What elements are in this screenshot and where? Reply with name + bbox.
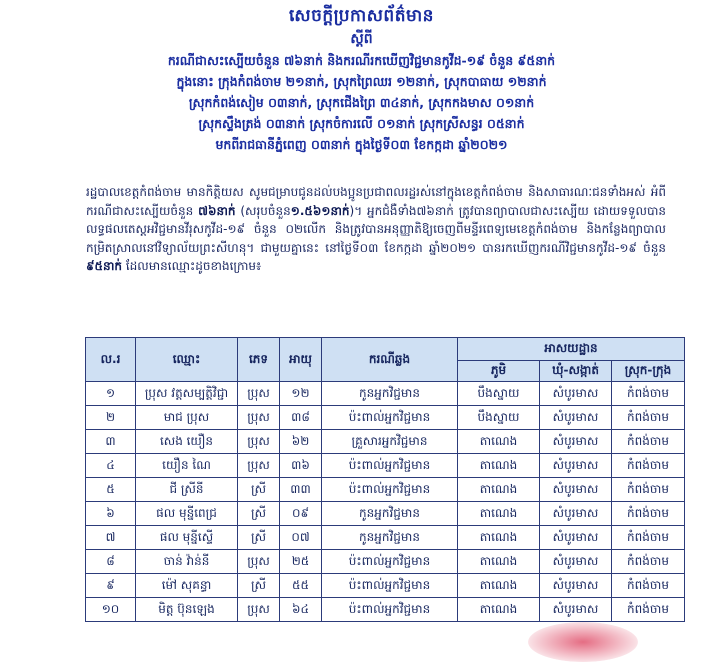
cell-age: ៣៦ [280, 454, 322, 478]
cell-case: កូនអ្នកវិជ្ជមាន [322, 526, 458, 550]
cases-table-body [86, 382, 685, 622]
cell-age: ៦២ [280, 430, 322, 454]
official-stamp [528, 622, 638, 662]
cell-commune: សំបូរមាស [540, 550, 612, 574]
paragraph-text: (សរុបចំនួន [235, 203, 291, 218]
cell-village: បឹងស្នាយ [458, 406, 540, 430]
cell-district: កំពង់ចាម [612, 406, 685, 430]
cell-no: ៧ [86, 526, 136, 550]
cell-sex: ប្រុស [238, 598, 280, 622]
cell-commune: សំបូរមាស [540, 526, 612, 550]
header-age: អាយុ [280, 338, 322, 382]
cell-no: ៥ [86, 478, 136, 502]
table-row [86, 550, 685, 574]
heading-line: ក្នុងនោះ ក្រុងកំពង់ចាម ២១នាក់, ស្រុកព្រៃឈរ ១២នាក់, ស្រុកបាធាយ ១២នាក់ [176, 74, 547, 89]
cell-commune: សំបូរមាស [540, 598, 612, 622]
paragraph-text: ដែលមានឈ្មោះដូចខាងក្រោម៖ [122, 259, 262, 273]
cell-commune: សំបូរមាស [540, 478, 612, 502]
cell-name: មិត្ត ប៊ុនឡេង [136, 598, 238, 622]
header-case: ករណីឆ្លង [322, 338, 458, 382]
cell-no: ៣ [86, 430, 136, 454]
header-commune: ឃុំ-សង្កាត់ [540, 361, 612, 382]
cell-district: កំពង់ចាម [612, 526, 685, 550]
cell-age: ៣៣ [280, 478, 322, 502]
cell-sex: ស្រី [238, 478, 280, 502]
cell-district: កំពង់ចាម [612, 382, 685, 406]
cell-name: សេង យឿន [136, 430, 238, 454]
cell-no: ៩ [86, 574, 136, 598]
paragraph-text: រដ្ឋបាលខេត្តកំពង់ចាម មានកិត្តិយស សូមជម្រាបជូនដល់បងប្អូនប្រជាពលរដ្ឋរស់នៅក្នុងខេត្តកំពង់ចាម និងសាធារណៈជនទាំងអស់ អំពីករណីជាសះស្បើយចំនួន [86, 185, 666, 218]
cell-sex: ស្រី [238, 526, 280, 550]
cell-sex: ស្រី [238, 502, 280, 526]
cell-name: ផល មុន្នីពេជ្រ [136, 502, 238, 526]
cell-village: បឹងស្នាយ [458, 382, 540, 406]
cell-sex: ប្រុស [238, 382, 280, 406]
table-row [86, 454, 685, 478]
table-row [86, 502, 685, 526]
positive-count: ៩៥នាក់ [86, 259, 123, 273]
document-title: សេចក្តីប្រកាសព័ត៌មាន [289, 6, 434, 26]
header-address: អាសយដ្ឋាន [458, 338, 685, 361]
cases-table [85, 337, 685, 622]
recovered-count: ៧៦នាក់ [198, 203, 236, 218]
cell-name: មាជ ប្រុស [136, 406, 238, 430]
cell-name: ម៉ៅ សុគន្ធា [136, 574, 238, 598]
header-sex: ភេទ [238, 338, 280, 382]
cell-no: ៨ [86, 550, 136, 574]
header-name: ឈ្មោះ [136, 338, 238, 382]
recovered-total: ១.៥៦១នាក់ [290, 203, 350, 218]
cell-age: ០៧ [280, 526, 322, 550]
table-row [86, 382, 685, 406]
cell-village: តាណេង [458, 430, 540, 454]
table-row [86, 478, 685, 502]
cell-commune: សំបូរមាស [540, 574, 612, 598]
header-district: ស្រុក-ក្រុង [612, 361, 685, 382]
cell-no: ១ [86, 382, 136, 406]
cell-age: ៣៨ [280, 406, 322, 430]
cell-case: ប៉ះពាល់អ្នកវិជ្ជមាន [322, 598, 458, 622]
cell-age: ៦៤ [280, 598, 322, 622]
table-row [86, 526, 685, 550]
cell-district: កំពង់ចាម [612, 550, 685, 574]
heading-line: មកពីរាជធានីភ្នំពេញ ០៣នាក់ ក្នុងថ្ងៃទី០៣ ខែកក្កដា ឆ្នាំ២០២១ [215, 137, 508, 152]
cell-age: ៥៥ [280, 574, 322, 598]
header-village: ភូមិ [458, 361, 540, 382]
cell-sex: ស្រី [238, 574, 280, 598]
cell-case: កូនអ្នកវិជ្ជមាន [322, 502, 458, 526]
cell-village: តាណេង [458, 550, 540, 574]
table-row [86, 430, 685, 454]
cell-district: កំពង់ចាម [612, 598, 685, 622]
cell-village: តាណេង [458, 574, 540, 598]
cell-commune: សំបូរមាស [540, 430, 612, 454]
cell-name: យឿន ណៃ [136, 454, 238, 478]
cell-sex: ប្រុស [238, 454, 280, 478]
cell-case: កូនអ្នកវិជ្ជមាន [322, 382, 458, 406]
cell-district: កំពង់ចាម [612, 574, 685, 598]
cell-village: តាណេង [458, 502, 540, 526]
cell-case: ប៉ះពាល់អ្នកវិជ្ជមាន [322, 454, 458, 478]
cell-commune: សំបូរមាស [540, 454, 612, 478]
cell-village: តាណេង [458, 598, 540, 622]
cell-no: ៤ [86, 454, 136, 478]
cell-case: ប៉ះពាល់អ្នកវិជ្ជមាន [322, 550, 458, 574]
cell-district: កំពង់ចាម [612, 454, 685, 478]
cell-case: គ្រួសារអ្នកវិជ្ជមាន [322, 430, 458, 454]
cell-village: តាណេង [458, 526, 540, 550]
paragraph-text: )។ អ្នកជំងឺទាំង៧៦នាក់ ត្រូវបានព្យាបាលជាសះស្បើយ ដោយទទួលបានលទ្ធផលតេស្តអវិជ្ជមានវីរុសកូវីដ-១៩ ចំនួន ០២លើក និងត្រូវបានអនុញ្ញាតិឱ្យចេញពីមន្ទីរពេទ្យមេខេត្តកំពង់ចាម និងកន្លែងព្យាបាលកម្រិតស្រាលនៅវិទ្យាល័យព្រះសីហនុ។ ជាមួយគ្នានេះ នៅថ្ងៃទី០៣ ខែកក្កដា ឆ្នាំ២០២១ បានរកឃើញករណីវិជ្ជមានកូវីដ-១៩ ចំនួន [86, 203, 666, 255]
cell-no: ៦ [86, 502, 136, 526]
cell-village: តាណេង [458, 478, 540, 502]
document-subtitle: ស្តីពី [350, 31, 373, 47]
header-no: ល.រ [86, 338, 136, 382]
cell-commune: សំបូរមាស [540, 502, 612, 526]
document-heading [0, 6, 723, 155]
heading-line: ស្រុកកំពង់សៀម ០៣នាក់, ស្រុកជើងព្រៃ ៣៤នាក់, ស្រុកកងមាស ០១នាក់ [188, 95, 535, 110]
cell-no: ១០ [86, 598, 136, 622]
cell-age: ០៩ [280, 502, 322, 526]
cell-case: ប៉ះពាល់អ្នកវិជ្ជមាន [322, 406, 458, 430]
cell-commune: សំបូរមាស [540, 382, 612, 406]
cell-district: កំពង់ចាម [612, 502, 685, 526]
cell-name: ផល មុន្នីស្ទើ [136, 526, 238, 550]
cell-no: ២ [86, 406, 136, 430]
cell-village: តាណេង [458, 454, 540, 478]
heading-line: ករណីជាសះស្បើយចំនួន ៧៦នាក់ និងករណីរកឃើញវិជ្ជមានកូវីដ-១៩ ចំនួន ៩៥នាក់ [167, 53, 556, 68]
cell-sex: ប្រុស [238, 430, 280, 454]
cell-name: ចាន់ វ៉ាន់នី [136, 550, 238, 574]
cell-district: កំពង់ចាម [612, 478, 685, 502]
cell-age: ២៥ [280, 550, 322, 574]
cell-sex: ប្រុស [238, 406, 280, 430]
table-row [86, 406, 685, 430]
announcement-paragraph [86, 183, 666, 276]
table-row [86, 574, 685, 598]
cell-case: ប៉ះពាល់អ្នកវិជ្ជមាន [322, 574, 458, 598]
cell-case: ប៉ះពាល់អ្នកវិជ្ជមាន [322, 478, 458, 502]
cell-sex: ប្រុស [238, 550, 280, 574]
cell-name: ជី ស្រីនី [136, 478, 238, 502]
heading-line: ស្រុកស្ទឹងត្រង់ ០៣នាក់ ស្រុកចំការលើ ០១នាក់ ស្រុកស្រីសន្ធរ ០៥នាក់ [198, 116, 525, 131]
cell-age: ១២ [280, 382, 322, 406]
cell-district: កំពង់ចាម [612, 430, 685, 454]
table-row [86, 598, 685, 622]
cell-commune: សំបូរមាស [540, 406, 612, 430]
cell-name: ប្រុស វត្តសម្បត្តិវិជ្ជា [136, 382, 238, 406]
